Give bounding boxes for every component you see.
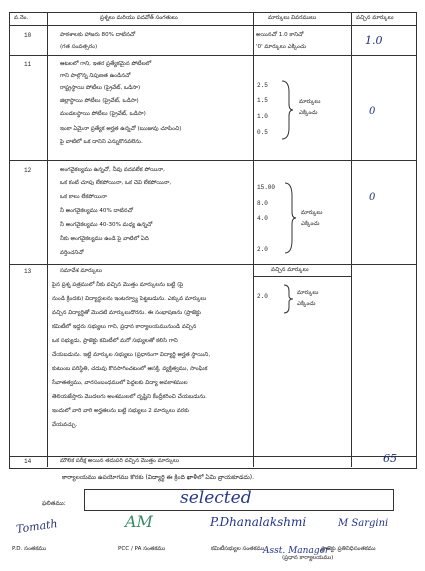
- row11-line6: ఇంకా ఏమైనా ప్రత్యేక అర్హత ఉన్నచో (ఋజువు చూపించి): [60, 126, 182, 132]
- row13-brace-label1: మార్కులు: [297, 290, 319, 296]
- result-label: ఫలితము:: [42, 500, 66, 507]
- col-line-3: [351, 12, 352, 467]
- col-line-1: [47, 12, 48, 467]
- row-line-header: [9, 25, 416, 26]
- row11-line7: పై వాటిలో ఒక దానిని ఎన్నుకొనవలెను.: [60, 139, 143, 145]
- row11-line5: మండలస్థాయి పోటీలు (ప్రైవేట్, ఒడిసా): [60, 111, 146, 117]
- row13-brace-icon: [282, 284, 294, 314]
- row-line-12: [9, 264, 416, 265]
- row12-line7: వర్తించనిచో: [60, 250, 84, 256]
- row12-brace-icon: [283, 182, 297, 254]
- row12-value-1: 15.00: [257, 184, 276, 191]
- row10-line2: (గత సంవత్సరం): [60, 44, 98, 50]
- row10-number: 10: [24, 32, 32, 39]
- footer-office-label: (ప్రధాన కార్యాలయము): [282, 555, 334, 561]
- row10-marks-line1: అయినచో 1.0 కానిచో: [256, 32, 304, 38]
- footer-pcc-label: PCC / PA సంతకము: [118, 546, 166, 552]
- row11-line2: గాని పాల్గొన్న నిపుణత ఉండినచో: [60, 73, 131, 79]
- row11-value-4: 0.5: [257, 129, 268, 136]
- row13-line4: కమిటీలో ఇద్దరు సభ్యులు గాని, ప్రధాన కార్యాలయమునుండి వచ్చిన: [52, 324, 197, 330]
- row11-brace-label1: మార్కులు: [299, 99, 321, 105]
- row11-number: 11: [24, 61, 32, 68]
- row13-line9: తెలియజేస్తారు మొదలగు అంశములలో దృష్టిని కేంద్రీకరించి చేయబడును.: [52, 394, 207, 400]
- row13-line10: ఇందులో వారి వారి అర్హతలను బట్టి సభ్యులు 2 మార్కులు వరకు: [52, 408, 189, 414]
- row10-obtained: 1.0: [365, 34, 383, 47]
- row13-line5: ఒక సభ్యుడు, ప్రాజెక్టు కమిటీలో మరో సభ్యులతో కలిసి గాని: [52, 338, 178, 344]
- row13-line1: పైన ప్రశ్న పత్రములో నీకు వచ్చిన మొత్తం మార్కులను బట్టి (పై: [52, 282, 184, 288]
- signature-rep: M Sargini: [338, 518, 389, 529]
- row13-brace-label2: ఎక్కించు: [297, 301, 316, 307]
- row10-line1: పాఠశాలకు హాజరు 80% దాటినచో: [60, 32, 136, 38]
- row13-title: సమావేశ మార్కులు: [60, 268, 102, 274]
- row12-line6: నీకు అంగవైకల్యము ఉండి పై వాటిలో ఏది: [60, 236, 149, 242]
- row12-line1: అంగవైకల్యము ఉన్నచో, నీవు వదవలేక పోయినా,: [60, 167, 165, 173]
- row12-value-4: 2.0: [257, 246, 268, 253]
- row12-line5: నీ అంగవైకల్యము 40-30% మధ్య ఉన్నచో: [60, 222, 153, 228]
- row12-value-3: 4.0: [257, 215, 268, 222]
- row13-marks-header: వచ్చిన మార్కులు: [271, 267, 309, 273]
- office-note: కార్యాలయము ఉపయోగము కొరకు (విద్యార్థి ఈ క్రింది ఖాళీలో ఏమి వ్రాయకూడదు).: [62, 474, 255, 481]
- row10-marks-line2: '0' మార్కులు ఎక్కించు: [256, 44, 307, 50]
- row13-line2: నుండి క్రిందకు) విద్యార్థులను ఇంటర్వ్యూ పెట్టబడును. ఎక్కువ మార్కులు: [52, 296, 207, 302]
- row-line-13: [9, 456, 416, 457]
- header-marks-detail: మార్కులు వివరములు: [268, 15, 317, 21]
- header-sno: వ.నెం.: [14, 15, 29, 21]
- signature-pd: Tomath: [15, 517, 59, 536]
- row11-brace-label2: ఎక్కించు: [299, 110, 318, 116]
- row11-value-1: 2.5: [257, 82, 268, 89]
- row14-number: 14: [24, 458, 32, 465]
- row13-line7: కుటుంబ పరిస్థితి, చదువు కొనసాగించటంలో ఆసక్తి, వ్యక్తిత్వము, సాంఘిక: [52, 366, 208, 372]
- row14-line1: మౌలిక పరీక్ష అయిన తదుపరి వచ్చిన మొత్తం మార్కులు: [60, 458, 180, 464]
- row11-value-2: 1.5: [257, 97, 268, 104]
- row13-value-1: 2.0: [257, 293, 268, 300]
- row11-brace-icon: [280, 80, 294, 140]
- signature-committee: P.Dhanalakshmi: [210, 515, 307, 529]
- row-line-11: [9, 160, 416, 161]
- row12-obtained: 0: [369, 192, 376, 203]
- row13-line6: చేయబడును. ఇట్టి మార్కుల సభ్యులు (ప్రధానంగా విద్యార్థి అర్హత స్థాయిని,: [52, 352, 211, 358]
- footer-committee-label: కమిటీసభ్యుల సంతకము: [211, 546, 265, 552]
- row13-line3: వచ్చిన విద్యార్థితో మొదటి మార్కులుదొరను. ఈ సంభాషణను (ప్రాజెక్టు: [52, 310, 201, 316]
- col-line-2: [253, 12, 254, 467]
- row-line-10: [9, 55, 416, 56]
- header-marks-obtained: వచ్చిన మార్కులు: [356, 15, 394, 21]
- header-criteria: ప్రశ్నలు మరియు పదవోత్ సంగతులు: [100, 15, 178, 21]
- footer-rep-label: ప్రాజెక్టు ప్రతినిధిసంతకము: [321, 546, 376, 552]
- row13-line11: వేయవచ్చు.: [52, 422, 78, 428]
- signature-pcc: AM: [125, 512, 153, 531]
- row11-obtained: 0: [369, 106, 376, 117]
- row11-value-3: 1.0: [257, 113, 268, 120]
- row12-line3: ఒక కాలు లేకపోయినా: [60, 194, 107, 200]
- result-value: selected: [180, 488, 252, 508]
- row12-brace-label1: మార్కులు: [301, 210, 323, 216]
- row12-value-2: 8.0: [257, 200, 268, 207]
- row13-marks-header-line: [253, 276, 351, 277]
- row11-line1: ఆటలలో గాని, ఇతర ప్రత్యేకమైన పోటీలలో: [60, 61, 152, 67]
- row13-line8: సేవాతత్వము, వారసంబంధములో పెద్దలకు విద్యా అవకాశముల: [52, 380, 188, 386]
- row13-number: 13: [24, 268, 32, 275]
- row12-number: 12: [24, 167, 32, 174]
- row11-line4: జిల్లాస్థాయి పోటీలు (ప్రైవేట్, ఒడిసా): [60, 98, 139, 104]
- row11-line3: రాష్ట్రస్థాయి పోటీలు (ప్రైవేట్, ఒడిసా): [60, 85, 141, 91]
- row14-obtained: 65: [383, 452, 397, 465]
- row12-line4: నీ అంగవైకల్యము 40% దాటినచో: [60, 208, 133, 214]
- signature-asst: Asst. Manager: [263, 546, 330, 556]
- row12-line2: ఒక కంటి చూపు లేకపోయినా, ఒక చెవి లేకపోయినా,: [60, 180, 172, 186]
- row12-brace-label2: ఎక్కించు: [301, 221, 320, 227]
- footer-pd-label: P.D. సంతకము: [12, 546, 47, 552]
